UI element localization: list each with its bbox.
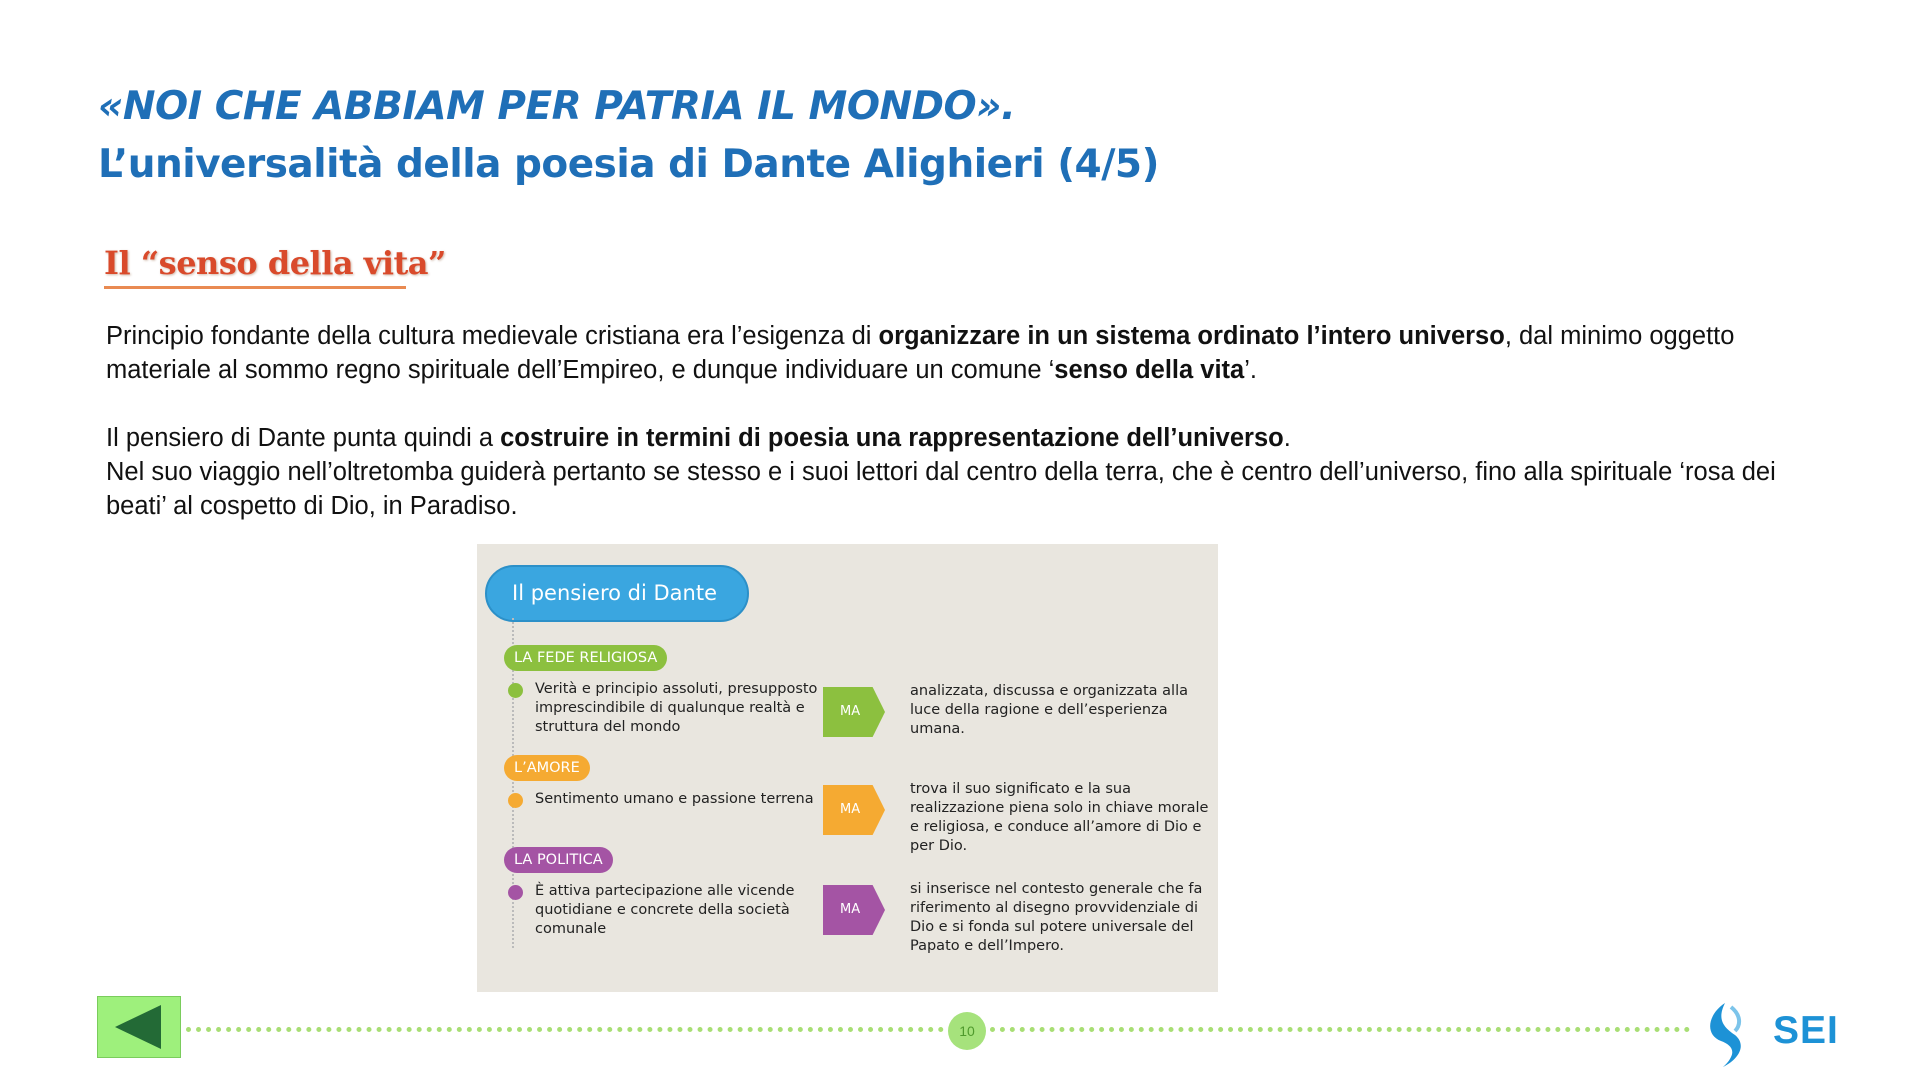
title-line-1: «NOI CHE ABBIAM PER PATRIA IL MONDO». — [98, 84, 1016, 129]
figure-header: Il pensiero di Dante — [485, 565, 749, 622]
title-line-2: L’universalità della poesia di Dante Alighieri (4/5) — [98, 142, 1159, 187]
paragraph-1 — [106, 319, 1806, 387]
paragraph-1-bold-b: senso della vita — [1054, 356, 1245, 384]
footer-dotted-line-left — [186, 1027, 944, 1032]
section-heading: Il “senso della vita” — [104, 244, 446, 282]
amore-label: L’AMORE — [504, 755, 590, 781]
paragraph-1-text-c: ’. — [1244, 356, 1257, 384]
politica-description: È attiva partecipazione alle vicende quotidiane e concrete della società comunale — [535, 883, 795, 937]
fede-bullet — [508, 683, 523, 698]
politica-ma-arrow — [823, 885, 885, 935]
politica-outcome: si inserisce nel contesto generale che fa riferimento al disegno provvidenziale di Dio e si fonda sul potere universale del Papato e dell’Impero. — [910, 881, 1203, 954]
amore-bullet — [508, 793, 523, 808]
politica-label: LA POLITICA — [504, 847, 613, 873]
paragraph-1-text-a: Principio fondante della cultura medievale cristiana era l’esigenza di — [106, 322, 879, 350]
body-text — [106, 319, 1806, 523]
fede-outcome: analizzata, discussa e organizzata alla luce della ragione e dell’esperienza umana. — [910, 683, 1188, 737]
paragraph-2 — [106, 421, 1806, 455]
paragraph-1-bold-a: organizzare in un sistema ordinato l’intero universo — [878, 322, 1505, 350]
back-button[interactable] — [97, 996, 181, 1058]
amore-description: Sentimento umano e passione terrena — [535, 791, 814, 807]
sei-logo-text: SEI — [1773, 1009, 1839, 1052]
fede-arrow-label: MA — [840, 704, 861, 719]
slide-title — [98, 78, 1159, 194]
politica-arrow-label: MA — [840, 902, 861, 917]
fede-label: LA FEDE RELIGIOSA — [504, 645, 667, 671]
page-number: 10 — [948, 1012, 986, 1050]
paragraph-1-text-b: , dal minimo oggetto materiale al sommo regno spirituale dell’Empireo, e dunque individuare un comune ‘ — [106, 322, 1735, 384]
triangle-left-icon — [115, 1005, 161, 1049]
paragraph-spacer — [106, 387, 1806, 421]
amore-outcome: trova il suo significato e la sua realizzazione piena solo in chiave morale e religiosa, e conduce all’amore di Dio e per Dio. — [910, 781, 1209, 854]
politica-bullet — [508, 885, 523, 900]
amore-ma-arrow — [823, 785, 885, 835]
paragraph-2-text-a: Il pensiero di Dante punta quindi a — [106, 424, 501, 452]
paragraph-2-text-b: . — [1283, 424, 1291, 452]
footer-dotted-line-right — [990, 1027, 1690, 1032]
section-heading-underline — [104, 286, 406, 289]
paragraph-3: Nel suo viaggio nell’oltretomba guiderà pertanto se stesso e i suoi lettori dal centro della terra, che è centro dell’universo, fino alla spirituale ‘rosa dei beati’ al cospetto di Dio, in Paradiso. — [106, 458, 1776, 520]
amore-arrow-label: MA — [840, 802, 861, 817]
fede-ma-arrow — [823, 687, 885, 737]
dante-thought-figure — [477, 544, 1218, 992]
fede-description: Verità e principio assoluti, presupposto imprescindibile di qualunque realtà e struttura del mondo — [535, 681, 818, 735]
paragraph-2-bold-a: costruire in termini di poesia una rappresentazione dell’universo — [500, 424, 1284, 452]
